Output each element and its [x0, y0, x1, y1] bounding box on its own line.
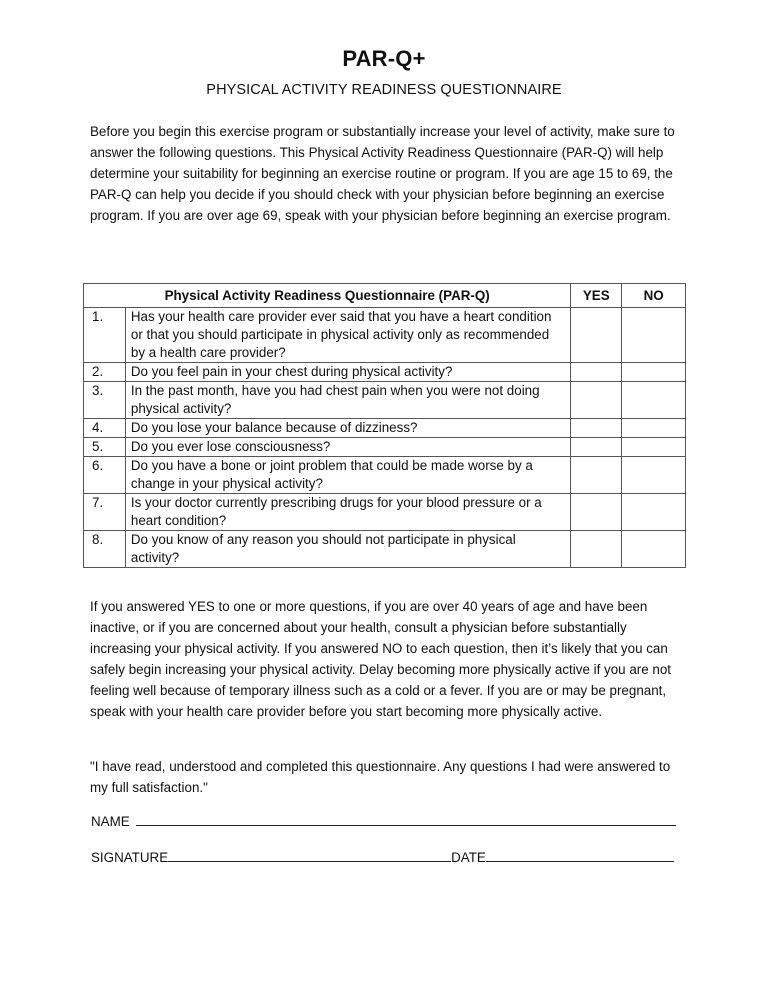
table-header-row [84, 284, 686, 308]
no-answer-cell[interactable] [622, 382, 686, 419]
table-row [84, 363, 686, 382]
no-answer-cell[interactable] [622, 531, 686, 568]
guidance-paragraph: If you answered YES to one or more questions, if you are over 40 years of age and have been inactive, or if you are concerned about your health, consult a physician before substantially increasing your physical activity. If you answered NO to each question, then it’s likely that you can safely begin increasing your physical activity. Delay becoming more physically active if you are not feeling well because of temporary illness such as a cold or a fever. If you are or may be pregnant, speak with your health care provider before you start becoming more physically active. [90, 599, 672, 719]
date-label: DATE [451, 850, 486, 865]
signature-field-row [91, 849, 674, 865]
yes-answer-cell[interactable] [571, 382, 622, 419]
question-text: Do you feel pain in your chest during physical activity? [125, 363, 570, 382]
table-row [84, 308, 686, 363]
question-number: 1. [84, 308, 126, 363]
intro-paragraph: Before you begin this exercise program or substantially increase your level of activity, make sure to answer the following questions. This Physical Activity Readiness Questionnaire (PAR-Q) will help determine your suitability for beginning an exercise routine or program. If you are age 15 to 69, the PAR-Q can help you decide if you should check with your physician before beginning an exercise program. If you are over age 69, speak with your physician before beginning an exercise program. [90, 124, 675, 223]
question-number: 7. [84, 494, 126, 531]
yes-answer-cell[interactable] [571, 419, 622, 438]
question-text: Do you have a bone or joint problem that could be made worse by a change in your physical activity? [125, 457, 570, 494]
question-text: Do you ever lose consciousness? [125, 438, 570, 457]
question-text: Do you lose your balance because of dizziness? [125, 419, 570, 438]
parq-table [83, 283, 686, 568]
signature-label: SIGNATURE [91, 850, 169, 865]
yes-answer-cell[interactable] [571, 457, 622, 494]
question-text: Has your health care provider ever said that you have a heart condition or that you should participate in physical activity only as recommended by a health care provider? [125, 308, 570, 363]
question-number: 6. [84, 457, 126, 494]
table-row [84, 531, 686, 568]
table-row [84, 494, 686, 531]
yes-answer-cell[interactable] [571, 363, 622, 382]
yes-column-header: YES [571, 284, 622, 308]
document-subtitle: PHYSICAL ACTIVITY READINESS QUESTIONNAIRE [206, 82, 562, 98]
no-column-header: NO [622, 284, 686, 308]
question-text: Do you know of any reason you should not participate in physical activity? [125, 531, 570, 568]
question-number: 5. [84, 438, 126, 457]
table-row [84, 438, 686, 457]
name-input-line[interactable] [136, 813, 676, 826]
question-text: Is your doctor currently prescribing drugs for your blood pressure or a heart condition? [125, 494, 570, 531]
document-title: PAR-Q+ [342, 46, 426, 71]
name-label: NAME [91, 814, 130, 829]
question-number: 8. [84, 531, 126, 568]
yes-answer-cell[interactable] [571, 531, 622, 568]
table-header-title: Physical Activity Readiness Questionnaire (PAR-Q) [84, 284, 571, 308]
yes-answer-cell[interactable] [571, 308, 622, 363]
table-row [84, 382, 686, 419]
date-input-line[interactable] [486, 849, 674, 862]
no-answer-cell[interactable] [622, 419, 686, 438]
question-number: 2. [84, 363, 126, 382]
signature-input-line[interactable] [168, 849, 451, 862]
name-field-row [91, 813, 676, 829]
yes-answer-cell[interactable] [571, 494, 622, 531]
question-text: In the past month, have you had chest pain when you were not doing physical activity? [125, 382, 570, 419]
question-number: 3. [84, 382, 126, 419]
table-row [84, 457, 686, 494]
no-answer-cell[interactable] [622, 494, 686, 531]
no-answer-cell[interactable] [622, 363, 686, 382]
no-answer-cell[interactable] [622, 438, 686, 457]
no-answer-cell[interactable] [622, 457, 686, 494]
question-number: 4. [84, 419, 126, 438]
table-row [84, 419, 686, 438]
attestation-statement: "I have read, understood and completed this questionnaire. Any questions I had were answered to my full satisfaction." [90, 759, 671, 795]
no-answer-cell[interactable] [622, 308, 686, 363]
yes-answer-cell[interactable] [571, 438, 622, 457]
